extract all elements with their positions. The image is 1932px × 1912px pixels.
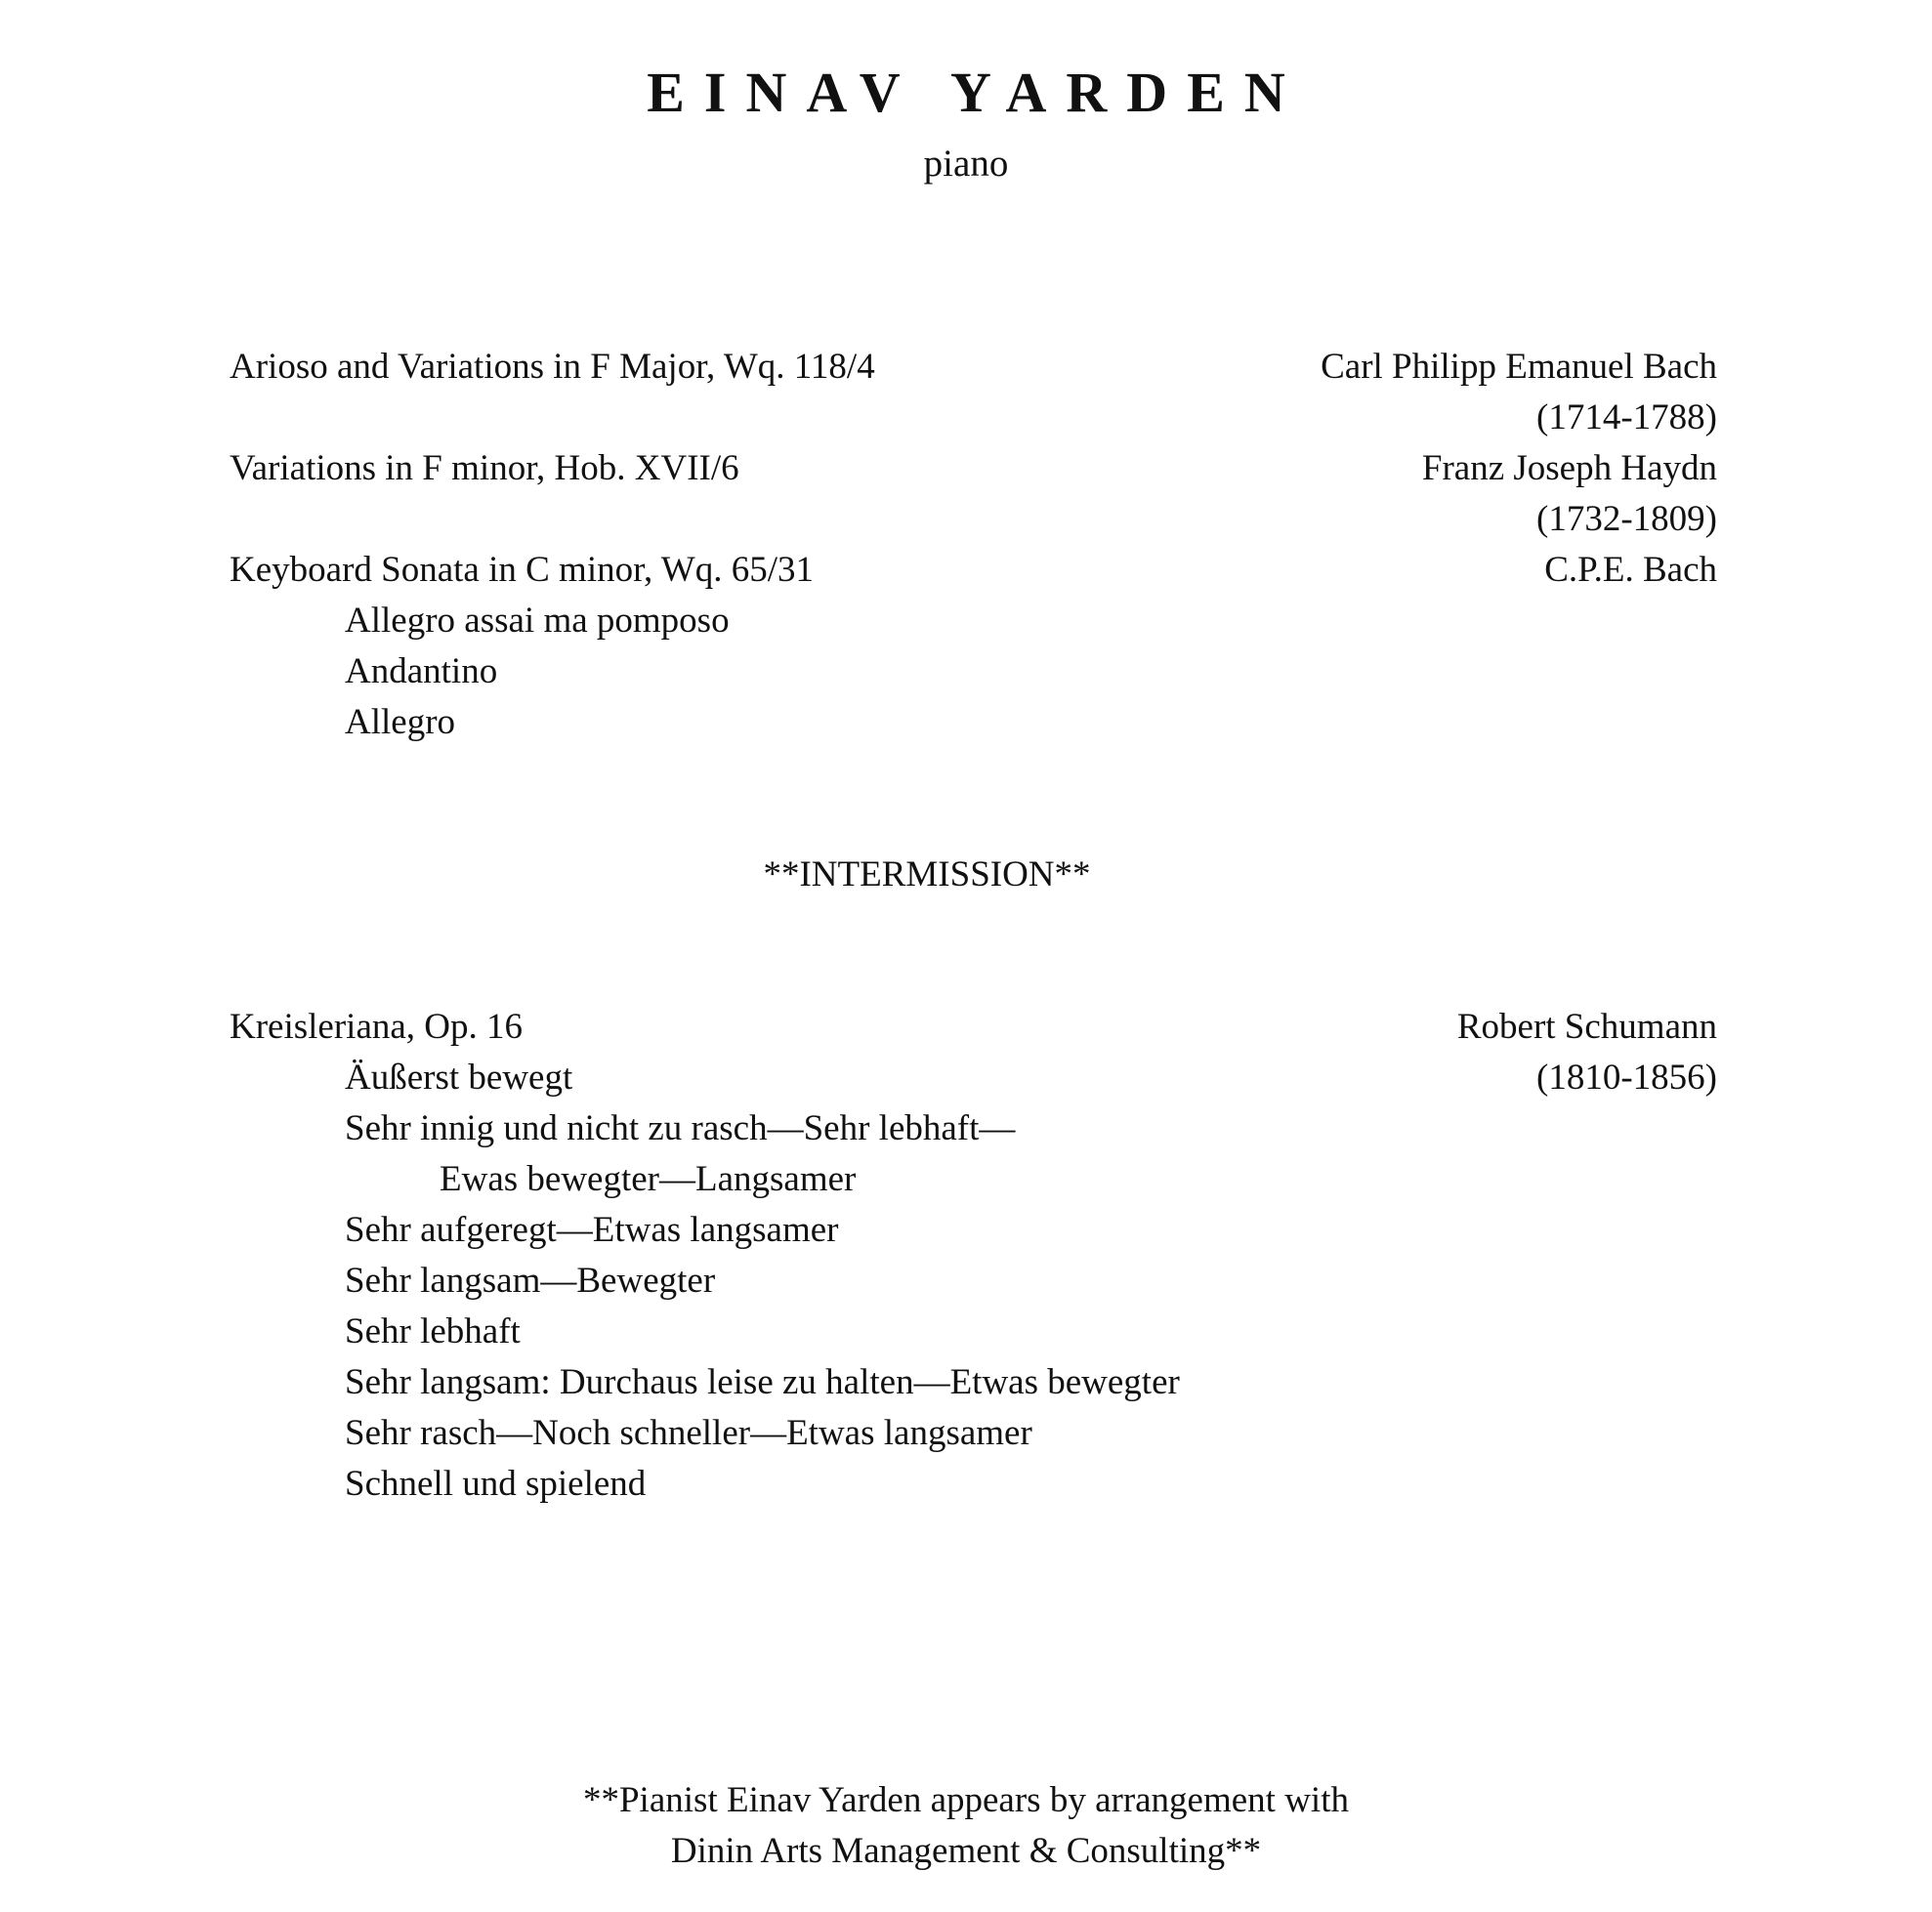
composer-block bbox=[1321, 342, 1717, 443]
composer-name: C.P.E. Bach bbox=[1544, 550, 1717, 590]
program-list bbox=[230, 342, 1717, 1510]
movement-item: Sehr rasch—Noch schneller—Etwas langsamer bbox=[345, 1413, 1032, 1453]
program-work-4 bbox=[230, 1002, 1717, 1510]
performer-name: EINAV YARDEN bbox=[647, 61, 1305, 124]
program-work-3 bbox=[230, 545, 1717, 748]
movement-item-continuation: Ewas bewegter—Langsamer bbox=[440, 1159, 857, 1199]
work-title: Arioso and Variations in F Major, Wq. 118/4 bbox=[230, 347, 875, 387]
composer-name: Robert Schumann bbox=[1456, 1007, 1717, 1047]
movement-item: Andantino bbox=[345, 651, 498, 691]
composer-block bbox=[1457, 1002, 1717, 1103]
program-work-2 bbox=[230, 443, 1717, 539]
composer-name: Carl Philipp Emanuel Bach bbox=[1321, 347, 1717, 387]
composer-block bbox=[1422, 443, 1717, 545]
work-title: Kreisleriana, Op. 16 bbox=[230, 1007, 524, 1047]
movement-item: Allegro assai ma pomposo bbox=[345, 601, 730, 641]
movement-item: Sehr lebhaft bbox=[345, 1311, 521, 1351]
movement-item: Äußerst bewegt bbox=[345, 1058, 573, 1098]
management-credit-line-2: Dinin Arts Management & Consulting** bbox=[670, 1831, 1262, 1871]
movement-list bbox=[230, 596, 1717, 748]
movement-item: Sehr aufgeregt—Etwas langsamer bbox=[345, 1210, 839, 1250]
composer-block bbox=[1544, 545, 1717, 596]
performer-instrument: piano bbox=[923, 143, 1009, 185]
composer-years: (1714-1788) bbox=[1536, 397, 1717, 437]
movement-item: Allegro bbox=[345, 702, 456, 742]
movement-item: Sehr langsam—Bewegter bbox=[345, 1261, 716, 1301]
movement-item: Schnell und spielend bbox=[345, 1464, 647, 1504]
composer-years: (1732-1809) bbox=[1536, 499, 1717, 539]
work-title: Variations in F minor, Hob. XVII/6 bbox=[230, 448, 739, 488]
movement-list bbox=[230, 1053, 1717, 1510]
composer-name: Franz Joseph Haydn bbox=[1421, 448, 1717, 488]
movement-item: Sehr innig und nicht zu rasch—Sehr lebhaft— bbox=[345, 1108, 1016, 1148]
program-work-1 bbox=[230, 342, 1717, 437]
work-title: Keyboard Sonata in C minor, Wq. 65/31 bbox=[230, 550, 814, 590]
intermission-label: **INTERMISSION** bbox=[763, 854, 1091, 894]
management-credit bbox=[0, 1775, 1932, 1877]
composer-years: (1810-1856) bbox=[1536, 1058, 1717, 1098]
management-credit-line-1: **Pianist Einav Yarden appears by arrangement with bbox=[582, 1780, 1349, 1820]
movement-item: Sehr langsam: Durchaus leise zu halten—Etwas bewegter bbox=[345, 1362, 1180, 1402]
